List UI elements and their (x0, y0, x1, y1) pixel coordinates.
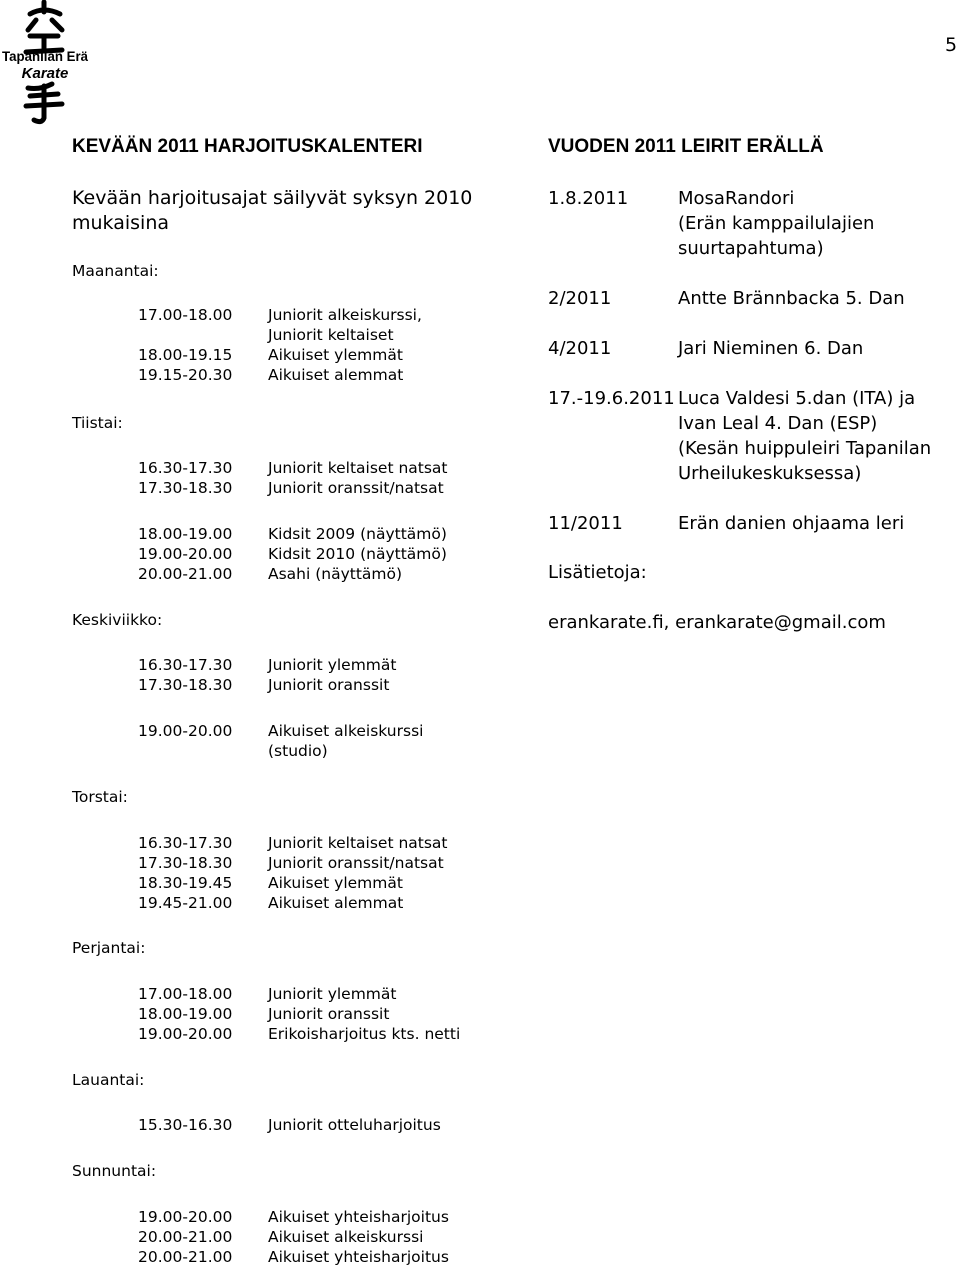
calendar-heading: KEVÄÄN 2011 HARJOITUSKALENTERI (72, 136, 423, 157)
schedule-time: 19.00-20.00 (138, 1025, 233, 1043)
day-saturday: Lauantai: (72, 1071, 145, 1089)
schedule-activity: Aikuiset alemmat (268, 366, 404, 384)
kanji-sky-icon (26, 2, 62, 52)
day-sunday: Sunnuntai: (72, 1162, 157, 1180)
schedule-activity: Juniorit keltaiset natsat (268, 834, 448, 852)
camp-description: Luca Valdesi 5.dan (ITA) ja (678, 388, 916, 409)
day-wednesday: Keskiviikko: (72, 611, 163, 629)
schedule-time: 16.30-17.30 (138, 459, 233, 477)
schedule-time: 17.30-18.30 (138, 854, 233, 872)
schedule-activity: Aikuiset yhteisharjoitus (268, 1208, 449, 1226)
schedule-time: 18.00-19.00 (138, 525, 233, 543)
schedule-activity: Aikuiset ylemmät (268, 346, 403, 364)
schedule-time: 16.30-17.30 (138, 834, 233, 852)
club-logo (0, 0, 90, 125)
schedule-time: 19.00-20.00 (138, 545, 233, 563)
camp-date: 11/2011 (548, 513, 623, 534)
camp-description: Urheilukeskuksessa) (678, 463, 862, 484)
camp-description: Antte Brännbacka 5. Dan (678, 288, 905, 309)
camp-description: MosaRandori (678, 188, 795, 209)
schedule-activity: Kidsit 2010 (näyttämö) (268, 545, 447, 563)
schedule-time: 20.00-21.00 (138, 565, 233, 583)
day-tuesday: Tiistai: (72, 414, 123, 432)
schedule-activity: Juniorit alkeiskurssi, (268, 306, 422, 324)
day-friday: Perjantai: (72, 939, 146, 957)
intro-line-2: mukaisina (72, 212, 170, 234)
page-number: 5 (945, 34, 958, 56)
schedule-activity: Juniorit otteluharjoitus (268, 1116, 441, 1134)
day-thursday: Torstai: (72, 788, 128, 806)
camp-description: (Erän kamppailulajien (678, 213, 875, 234)
schedule-activity: Juniorit keltaiset natsat (268, 459, 448, 477)
logo-text-top: Tapanilan Erä (2, 48, 89, 64)
schedule-time: 18.30-19.45 (138, 874, 233, 892)
schedule-activity: Aikuiset ylemmät (268, 874, 403, 892)
camp-description: Ivan Leal 4. Dan (ESP) (678, 413, 878, 434)
schedule-time: 19.00-20.00 (138, 1208, 233, 1226)
schedule-activity: Juniorit oranssit (268, 676, 390, 694)
camp-date: 4/2011 (548, 338, 612, 359)
logo-text-bottom: Karate (21, 65, 69, 82)
schedule-time: 19.15-20.30 (138, 366, 233, 384)
schedule-time: 20.00-21.00 (138, 1228, 233, 1246)
intro-line-1: Kevään harjoitusajat säilyvät syksyn 2010 (72, 187, 473, 209)
schedule-activity: Juniorit ylemmät (268, 656, 397, 674)
camp-description: Jari Nieminen 6. Dan (678, 338, 864, 359)
info-label: Lisätietoja: (548, 562, 647, 583)
schedule-activity: Juniorit oranssit (268, 1005, 390, 1023)
schedule-activity: Erikoisharjoitus kts. netti (268, 1025, 461, 1043)
camps-heading: VUODEN 2011 LEIRIT ERÄLLÄ (548, 136, 824, 157)
schedule-time: 20.00-21.00 (138, 1248, 233, 1266)
schedule-activity: Aikuiset alemmat (268, 894, 404, 912)
day-monday: Maanantai: (72, 262, 159, 280)
kanji-hand-icon (26, 84, 62, 122)
camp-description: Erän danien ohjaama leri (678, 513, 905, 534)
schedule-time: 17.30-18.30 (138, 676, 233, 694)
schedule-activity: (studio) (268, 742, 328, 760)
camp-date: 1.8.2011 (548, 188, 629, 209)
schedule-time: 18.00-19.00 (138, 1005, 233, 1023)
schedule-time: 19.45-21.00 (138, 894, 233, 912)
schedule-activity: Juniorit keltaiset (268, 326, 394, 344)
schedule-activity: Asahi (näyttämö) (268, 565, 403, 583)
schedule-activity: Aikuiset alkeiskurssi (268, 1228, 424, 1246)
camp-description: (Kesän huippuleiri Tapanilan (678, 438, 932, 459)
schedule-activity: Juniorit ylemmät (268, 985, 397, 1003)
schedule-time: 19.00-20.00 (138, 722, 233, 740)
info-contact: erankarate.fi, erankarate@gmail.com (548, 612, 886, 633)
camp-description: suurtapahtuma) (678, 238, 824, 259)
camp-date: 2/2011 (548, 288, 612, 309)
schedule-activity: Kidsit 2009 (näyttämö) (268, 525, 447, 543)
schedule-time: 17.00-18.00 (138, 985, 233, 1003)
schedule-activity: Aikuiset yhteisharjoitus (268, 1248, 449, 1266)
camp-date: 17.-19.6.2011 (548, 388, 675, 409)
schedule-time: 17.30-18.30 (138, 479, 233, 497)
schedule-time: 17.00-18.00 (138, 306, 233, 324)
schedule-time: 15.30-16.30 (138, 1116, 233, 1134)
schedule-time: 18.00-19.15 (138, 346, 233, 364)
schedule-time: 16.30-17.30 (138, 656, 233, 674)
schedule-activity: Juniorit oranssit/natsat (268, 854, 444, 872)
schedule-activity: Aikuiset alkeiskurssi (268, 722, 424, 740)
schedule-activity: Juniorit oranssit/natsat (268, 479, 444, 497)
